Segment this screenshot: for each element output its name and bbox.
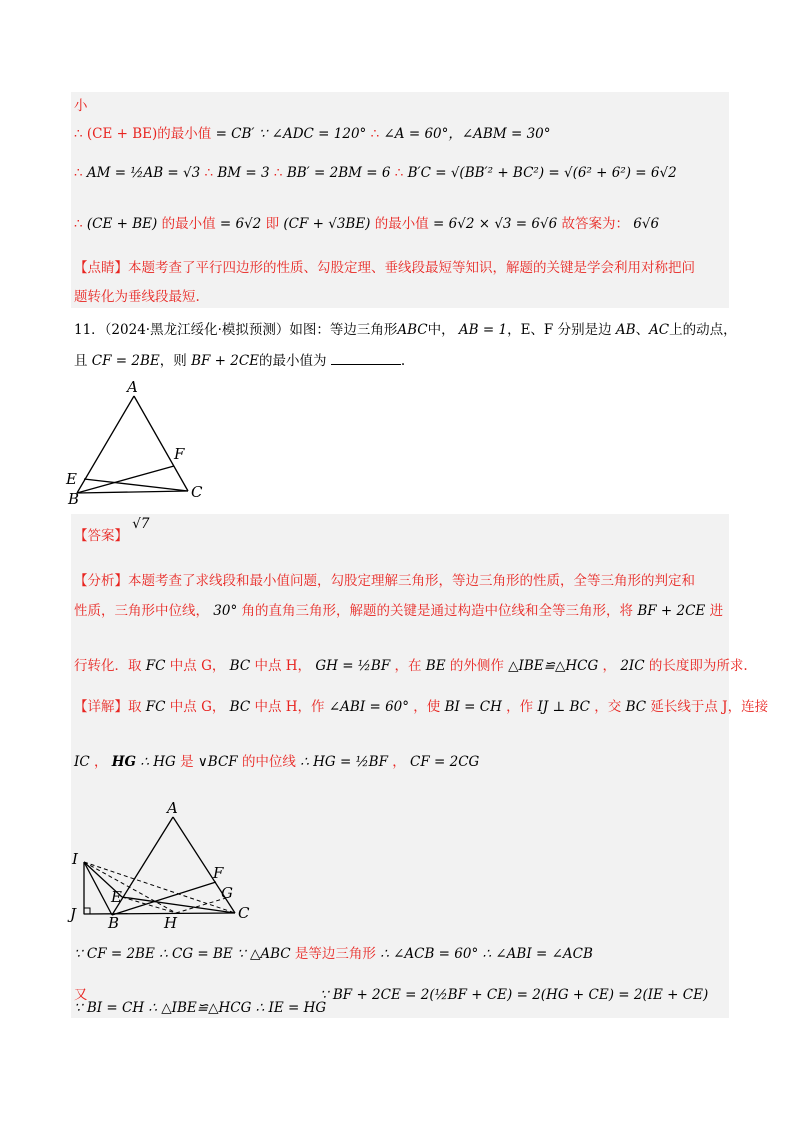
label-B: B bbox=[68, 490, 80, 506]
figure-triangle-1 bbox=[64, 378, 224, 506]
label-F: F bbox=[213, 864, 224, 882]
detail-line: 【详解】取 FC 中点 G， BC 中点 H，作 ∠ABI = 60° ，使 BI = CH ，作 IJ ⊥ BC ，交 BC 延长线于点 J，连接 bbox=[74, 699, 769, 715]
answer-blank[interactable] bbox=[331, 350, 401, 365]
text-line: ∴ AM = ½AB = √3 ∴ BM = 3 ∴ BB′ = 2BM = 6 ∴ B′C = √(BB′² + BC²) = √(6² + 6²) = 6√2 bbox=[74, 165, 677, 181]
line-BF bbox=[112, 882, 216, 915]
label-F: F bbox=[174, 445, 185, 463]
answer-value: √7 bbox=[132, 516, 150, 532]
text-line: ∴ (CE + BE) 的最小值 = 6√2 即 (CF + √3BE) 的最小值 = 6√2 × √3 = 6√6 故答案为： 6√6 bbox=[74, 216, 660, 232]
label-B: B bbox=[108, 914, 120, 930]
answer-line: 【答案】 √7 bbox=[74, 516, 150, 544]
analysis-line: 行转化．取 FC 中点 G， BC 中点 H， GH = ½BF ，在 BE 的外侧作 △IBE≌△HCG ， 2IC 的长度即为所求. bbox=[74, 658, 748, 674]
label-I: I bbox=[72, 850, 78, 868]
comment-line: 题转化为垂线段最短. bbox=[74, 289, 200, 305]
label-J: J bbox=[70, 905, 77, 923]
label-H: H bbox=[164, 914, 178, 930]
question-line: 11．（2024·黑龙江绥化·模拟预测）如图：等边三角形ABC中， AB = 1，E、F 分别是边 AB、AC上的动点， bbox=[74, 322, 737, 338]
comment-line: 【点睛】本题考查了平行四边形的性质、勾股定理、垂线段最短等知识，解题的关键是学会利用对称把问 bbox=[74, 260, 695, 276]
detail-line: 又 bbox=[74, 987, 88, 1003]
figure-triangle-2 bbox=[66, 795, 266, 930]
line-JC bbox=[84, 913, 235, 914]
label-C: C bbox=[238, 904, 250, 922]
label-E: E bbox=[66, 470, 77, 488]
text-line: 小 bbox=[74, 98, 88, 114]
detail-line: ∵ CF = 2BE ∴ CG = BE ∵ △ABC 是等边三角形 ∴ ∠ACB = 60° ∴ ∠ABI = ∠ACB bbox=[74, 946, 593, 962]
label-C: C bbox=[191, 483, 203, 501]
analysis-line: 【分析】本题考查了求线段和最小值问题，勾股定理解三角形，等边三角形的性质，全等三角形的判定和 bbox=[74, 573, 695, 589]
detail-line: ∵ BF + 2CE = 2(½BF + CE) = 2(HG + CE) = 2(IE + CE) bbox=[320, 987, 709, 1003]
question-line: 且 CF = 2BE，则 BF + 2CE的最小值为 . bbox=[74, 350, 405, 371]
detail-line: ∵ BI = CH ∴ △IBE≌△HCG ∴ IE = HG bbox=[74, 1000, 327, 1016]
label-G: G bbox=[221, 884, 233, 902]
line-EC bbox=[122, 897, 235, 913]
label-E: E bbox=[111, 888, 122, 906]
label-A: A bbox=[167, 799, 178, 817]
text-line: ∴ (CE + BE)的最小值 = CB′ ∵ ∠ADC = 120° ∴ ∠A = 60°，∠ABM = 30° bbox=[74, 126, 551, 142]
label-A: A bbox=[127, 378, 138, 396]
analysis-line: 性质，三角形中位线， 30° 角的直角三角形，解题的关键是通过构造中位线和全等三角形，将 BF + 2CE 进 bbox=[74, 603, 724, 619]
detail-line: IC ， HG ∴ HG 是 ∨BCF 的中位线 ∴ HG = ½BF ， CF = 2CG bbox=[74, 754, 480, 770]
